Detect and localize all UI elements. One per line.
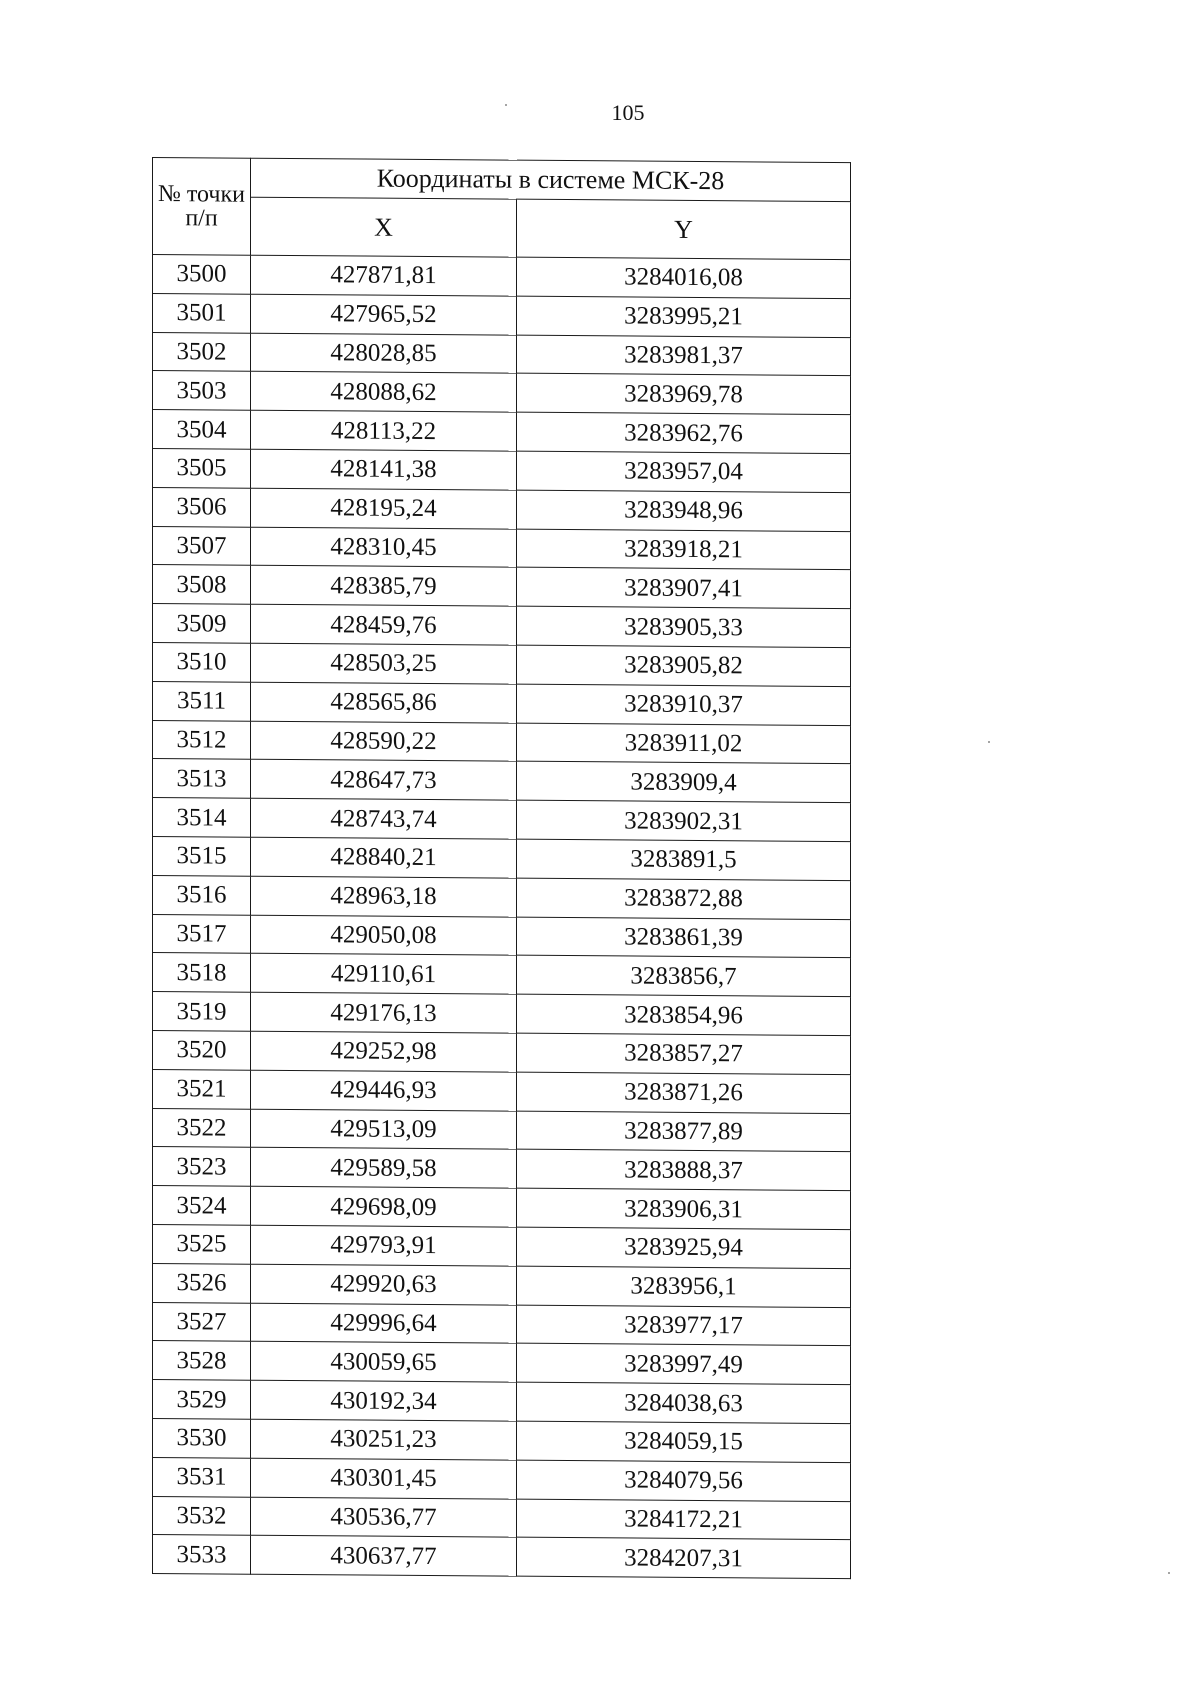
x-coordinate-cell: 430536,77 <box>251 1497 517 1538</box>
table-row <box>153 1341 851 1385</box>
point-number-cell: 3510 <box>153 642 251 682</box>
point-number-cell: 3527 <box>153 1302 251 1342</box>
x-coordinate-cell: 428113,22 <box>251 410 517 451</box>
table-row <box>153 332 851 376</box>
point-number-cell: 3532 <box>153 1496 251 1536</box>
y-coordinate-cell: 3283925,94 <box>517 1227 851 1268</box>
x-coordinate-cell: 428647,73 <box>251 760 517 801</box>
x-coordinate-cell: 429920,63 <box>251 1264 517 1305</box>
y-coordinate-cell: 3284059,15 <box>517 1421 851 1462</box>
point-number-cell: 3514 <box>153 798 251 838</box>
y-coordinate-cell: 3283854,96 <box>517 994 851 1035</box>
y-coordinate-cell: 3284038,63 <box>517 1382 851 1423</box>
x-coordinate-cell: 430637,77 <box>251 1536 517 1577</box>
x-coordinate-cell: 429698,09 <box>251 1186 517 1227</box>
point-number-cell: 3530 <box>153 1418 251 1458</box>
point-number-cell: 3511 <box>153 681 251 721</box>
coordinate-system-header: Координаты в системе МСК-28 <box>251 158 851 201</box>
x-coordinate-cell: 428141,38 <box>251 449 517 490</box>
page-number: 105 <box>611 100 645 125</box>
point-number-cell: 3517 <box>153 914 251 954</box>
point-number-cell: 3518 <box>153 953 251 993</box>
x-coordinate-cell: 428195,24 <box>251 488 517 529</box>
point-number-cell: 3504 <box>153 410 251 450</box>
x-coordinate-cell: 428028,85 <box>251 333 517 374</box>
y-coordinate-cell: 3283911,02 <box>517 723 851 764</box>
table-row <box>153 1457 851 1501</box>
y-coordinate-cell: 3283948,96 <box>517 490 851 531</box>
table-row <box>153 604 851 648</box>
y-coordinate-cell: 3283906,31 <box>517 1188 851 1229</box>
point-number-cell: 3531 <box>153 1457 251 1497</box>
table-row <box>153 953 851 997</box>
y-coordinate-cell: 3283902,31 <box>517 800 851 841</box>
table-row <box>153 1263 851 1307</box>
x-coordinate-cell: 429513,09 <box>251 1109 517 1150</box>
table-row <box>153 1535 851 1579</box>
point-number-cell: 3502 <box>153 332 251 372</box>
table-row <box>153 992 851 1036</box>
y-coordinate-cell: 3284016,08 <box>517 257 851 298</box>
x-coordinate-cell: 428088,62 <box>251 372 517 413</box>
x-coordinate-cell: 429252,98 <box>251 1031 517 1072</box>
table-row <box>153 914 851 958</box>
scan-speck <box>505 104 507 106</box>
x-coordinate-cell: 427871,81 <box>251 255 517 296</box>
x-coordinate-cell: 429996,64 <box>251 1303 517 1344</box>
x-coordinate-cell: 428459,76 <box>251 604 517 645</box>
point-number-cell: 3506 <box>153 487 251 527</box>
x-coordinate-cell: 428565,86 <box>251 682 517 723</box>
x-coordinate-cell: 429050,08 <box>251 915 517 956</box>
table-row <box>153 410 851 454</box>
coordinates-table <box>152 157 851 1579</box>
x-coordinate-cell: 428503,25 <box>251 643 517 684</box>
x-coordinate-cell: 428840,21 <box>251 837 517 878</box>
point-number-cell: 3501 <box>153 293 251 333</box>
point-number-cell: 3509 <box>153 604 251 644</box>
point-number-cell: 3500 <box>153 255 251 295</box>
table-row <box>153 836 851 880</box>
y-column-header: Y <box>517 199 851 259</box>
point-number-cell: 3526 <box>153 1263 251 1303</box>
table-row <box>153 759 851 803</box>
x-coordinate-cell: 427965,52 <box>251 294 517 335</box>
point-number-cell: 3523 <box>153 1147 251 1187</box>
scan-speck <box>1168 1572 1170 1574</box>
y-coordinate-cell: 3283957,04 <box>517 451 851 492</box>
table-row <box>153 448 851 492</box>
point-number-cell: 3524 <box>153 1186 251 1226</box>
x-coordinate-cell: 430059,65 <box>251 1342 517 1383</box>
table-row <box>153 293 851 337</box>
table-row <box>153 1224 851 1268</box>
table-row <box>153 642 851 686</box>
x-coordinate-cell: 428743,74 <box>251 798 517 839</box>
table-row <box>153 1030 851 1074</box>
point-number-cell: 3519 <box>153 992 251 1032</box>
x-coordinate-cell: 429176,13 <box>251 992 517 1033</box>
table-row <box>153 1302 851 1346</box>
x-column-header: X <box>251 197 517 257</box>
table-row <box>153 798 851 842</box>
x-coordinate-cell: 428385,79 <box>251 566 517 607</box>
table-row <box>153 1108 851 1152</box>
table-row <box>153 1418 851 1462</box>
table-row <box>153 720 851 764</box>
x-coordinate-cell: 429589,58 <box>251 1148 517 1189</box>
y-coordinate-cell: 3283981,37 <box>517 335 851 376</box>
y-coordinate-cell: 3283907,41 <box>517 568 851 609</box>
y-coordinate-cell: 3283956,1 <box>517 1266 851 1307</box>
table-row <box>153 487 851 531</box>
x-coordinate-cell: 428963,18 <box>251 876 517 917</box>
table-row <box>153 1380 851 1424</box>
table-row <box>153 371 851 415</box>
point-number-cell: 3521 <box>153 1069 251 1109</box>
point-number-cell: 3515 <box>153 836 251 876</box>
point-number-cell: 3522 <box>153 1108 251 1148</box>
point-number-cell: 3507 <box>153 526 251 566</box>
y-coordinate-cell: 3283995,21 <box>517 296 851 337</box>
point-number-cell: 3529 <box>153 1380 251 1420</box>
point-number-cell: 3533 <box>153 1535 251 1575</box>
point-number-cell: 3503 <box>153 371 251 411</box>
x-coordinate-cell: 428590,22 <box>251 721 517 762</box>
table-body <box>153 255 851 1579</box>
y-coordinate-cell: 3284172,21 <box>517 1499 851 1540</box>
table-row <box>153 1069 851 1113</box>
point-number-cell: 3508 <box>153 565 251 605</box>
y-coordinate-cell: 3283969,78 <box>517 374 851 415</box>
table-row <box>153 1147 851 1191</box>
scan-speck <box>988 741 990 743</box>
y-coordinate-cell: 3283872,88 <box>517 878 851 919</box>
table-row <box>153 681 851 725</box>
x-coordinate-cell: 430192,34 <box>251 1380 517 1421</box>
table-header <box>153 158 851 260</box>
y-coordinate-cell: 3283910,37 <box>517 684 851 725</box>
point-number-cell: 3528 <box>153 1341 251 1381</box>
table-row <box>153 875 851 919</box>
y-coordinate-cell: 3284079,56 <box>517 1460 851 1501</box>
y-coordinate-cell: 3283877,89 <box>517 1111 851 1152</box>
y-coordinate-cell: 3283891,5 <box>517 839 851 880</box>
y-coordinate-cell: 3283861,39 <box>517 917 851 958</box>
y-coordinate-cell: 3283905,82 <box>517 645 851 686</box>
y-coordinate-cell: 3283977,17 <box>517 1305 851 1346</box>
table-row <box>153 255 851 299</box>
x-coordinate-cell: 429110,61 <box>251 954 517 995</box>
point-number-header: № точки п/п <box>153 158 251 256</box>
table-row <box>153 565 851 609</box>
table-row <box>153 526 851 570</box>
y-coordinate-cell: 3283997,49 <box>517 1343 851 1384</box>
x-coordinate-cell: 429793,91 <box>251 1225 517 1266</box>
y-coordinate-cell: 3283888,37 <box>517 1150 851 1191</box>
y-coordinate-cell: 3283871,26 <box>517 1072 851 1113</box>
point-number-cell: 3520 <box>153 1030 251 1070</box>
table-row <box>153 1186 851 1230</box>
table-row <box>153 1496 851 1540</box>
point-number-cell: 3505 <box>153 448 251 488</box>
point-number-cell: 3525 <box>153 1224 251 1264</box>
point-number-cell: 3513 <box>153 759 251 799</box>
point-number-cell: 3516 <box>153 875 251 915</box>
x-coordinate-cell: 430301,45 <box>251 1458 517 1499</box>
y-coordinate-cell: 3283918,21 <box>517 529 851 570</box>
x-coordinate-cell: 428310,45 <box>251 527 517 568</box>
y-coordinate-cell: 3283962,76 <box>517 412 851 453</box>
x-coordinate-cell: 430251,23 <box>251 1419 517 1460</box>
y-coordinate-cell: 3283856,7 <box>517 956 851 997</box>
y-coordinate-cell: 3283857,27 <box>517 1033 851 1074</box>
y-coordinate-cell: 3284207,31 <box>517 1537 851 1578</box>
point-number-cell: 3512 <box>153 720 251 760</box>
x-coordinate-cell: 429446,93 <box>251 1070 517 1111</box>
y-coordinate-cell: 3283905,33 <box>517 606 851 647</box>
y-coordinate-cell: 3283909,4 <box>517 762 851 803</box>
